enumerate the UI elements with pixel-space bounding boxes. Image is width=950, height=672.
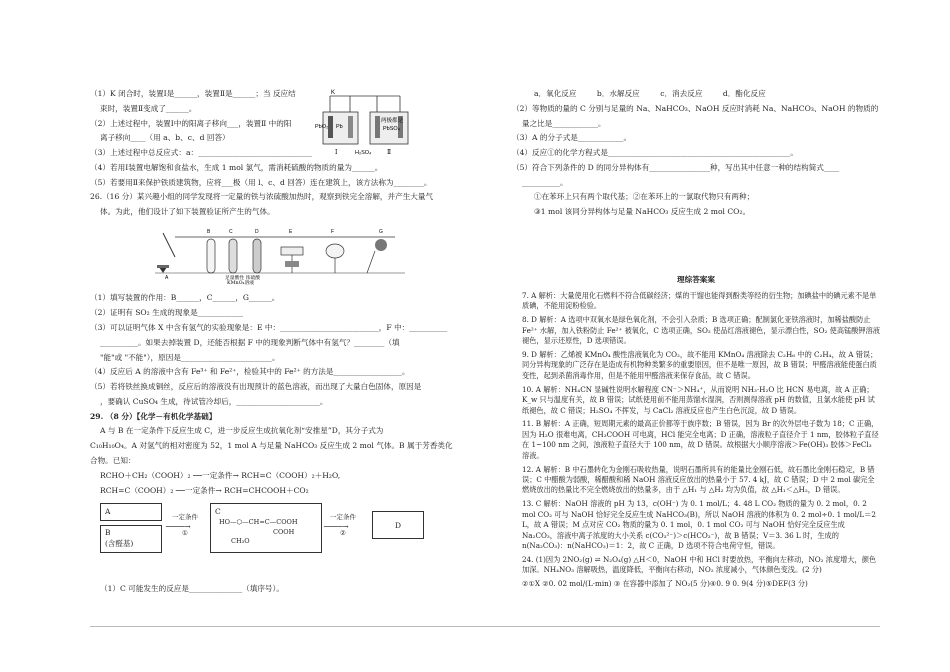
q26-sub-3: （3）可以证明气体 X 中含有氢气的实验现象是：E 中：__________________________，F 中：__________ (90, 322, 448, 332)
box-a-label: A (105, 507, 111, 517)
label-both-electrodes: 两极都是 (381, 118, 404, 124)
q29-line-r6: __________。 (522, 177, 568, 187)
q29-line-r7: ①在苯环上只有两个取代基；②在苯环上的一氯取代物只有两种； (534, 192, 755, 202)
box-a (100, 503, 162, 521)
option-row (512, 88, 880, 99)
q29-line-r1: （2）等物质的量的 C 分别与足量的 Na、NaHCO₃、NaOH 反应时消耗 Na、NaHCO₃、NaOH 的物质的 (512, 103, 879, 113)
q26-sub-1: （1）填写装置的作用：B______，C______，G______。 (90, 293, 280, 303)
box-d-label: D (395, 521, 402, 531)
question-25-block (90, 88, 460, 188)
box-b-sublabel: (含醛基) (105, 539, 134, 549)
q26-sub-7: （5）若将铁丝换成铜丝，反应后的溶液没有出现预计的蓝色溶液，而出现了大量白色固体，原因是 (90, 382, 422, 392)
label-kmno4-bottom: KMnO₄溶液 (227, 281, 255, 286)
box-b-label: B (105, 528, 111, 538)
equation-1: RCHO＋CH₂（COOH）₂ ──一定条件→ RCH=C（COOH）₂＋H₂O, (100, 470, 341, 480)
label-f: F (331, 229, 335, 236)
label-h2so4: H₂SO₄ (355, 150, 372, 156)
q25-line-2: 束时，装置Ⅱ变成了______。 (100, 103, 197, 113)
bottom-divider (90, 626, 880, 627)
arrow-2: ────→ (324, 522, 349, 532)
right-column (512, 88, 880, 593)
label-cell-2: Ⅱ (387, 149, 392, 156)
q26-sub-6: （4）反应后 A 的溶液中含有 Fe³⁺ 和 Fe²⁺，检验其中的 Fe²⁺ 的方法是__________________。 (90, 367, 410, 377)
q29-title: 29. （8 分）【化学－有机化学基础】 (90, 411, 217, 421)
condition-1-number: ① (182, 529, 188, 538)
label-g: G (379, 229, 383, 236)
label-b: B (207, 229, 211, 236)
q26-line-2: 体。为此，他们设计了如下装置验证所产生的气体。 (100, 207, 275, 217)
q25-line-3: （2）上述过程中，装置Ⅰ中的阳离子移向___，装置Ⅱ 中的阳 (90, 118, 292, 128)
answer-9: 9. D 解析：乙烯被 KMnO₄ 酸性溶液氧化为 CO₂，故不能用 KMnO₄ 溶液除去 C₂H₆ 中的 C₂H₄，故 A 错误；同分异构现象的广泛存在是造成有机物种类繁多的重要原因，但不是唯一原因，故 B 错误；甲醛溶液能使蛋白质变性，起到杀菌消毒作用，但是不能用甲醛溶液来保存食品，故 C 错误。 (522, 350, 878, 380)
q29-line-r5: （5）符合下列条件的 D 的同分异构体有________________种，写出其中任意一种的结构简式____ (512, 162, 840, 172)
answer-24: 24. (1)因为 2NO₂(g) ⇌ N₂O₄(g) △H＜0，NaOH 中和 HCl 时要放热，平衡向左移动，NO₂ 浓度增大，颜色加深。NH₄NO₃ 溶解吸热，温度降低，平衡向右移动，NO₂ 浓度减小，气体颜色变浅。(2 分) (522, 554, 877, 575)
answer-10: 10. A 解析：NH₄CN 显碱性说明水解程度 CN⁻＞NH₄⁺，从而说明 NH₃·H₂O 比 HCN 易电离，故 A 正确；K_w 只与温度有关，故 B 错误；试纸使用前不能用蒸馏水湿润，否则测得溶液 pH 的数值，且氯水能使 pH 试纸褪色，故 C 错误；H₂SO₄ 不挥发，与 CaCl₂ 溶液反应也产生白色沉淀，故 D 错误。 (522, 384, 875, 415)
q29-line-2: C₁₀H₁₀O₄。A 对氢气的相对密度为 52，1 mol A 与足量 NaHCO₃ 反应生成 2 mol 气体。B 属于芳香类化 (90, 441, 453, 451)
answer-24-part2: ②①X ②0. 02 mol/(L·min) ③ 在容器中添加了 NO₂(5 分)④0. 9 0. 9(4 分)⑤DEF(3 分) (522, 579, 808, 589)
equation-2: RCH=C（COOH）₂ ──一定条件→ RCH=CHCOOH＋CO₂ (100, 485, 309, 495)
label-k: K (331, 90, 336, 96)
q26-sub-4: __________。如果去掉装置 D，还能否根据 F 中的现象判断气体中有氢气？________（填 (100, 337, 400, 347)
label-d: D (255, 229, 259, 236)
label-cell-1: Ⅰ (335, 149, 338, 156)
q25-line-5: （3）上述过程中总反应式：a：______________________________ (90, 148, 312, 158)
left-column (90, 88, 460, 598)
arrow-1: ────→ (166, 522, 191, 532)
q29-sub-1: （1）C 可能发生的反应是______________（填序号）。 (100, 584, 284, 594)
answer-13: 13. C 解析：NaOH 溶液的 pH 为 13，c(OH⁻) 为 0. 1 mol/L；4. 48 L CO₂ 物质的量为 0. 2 mol，0. 2 mol CO₂ 可与 NaOH 恰好完全反应生成 NaHCO₃(B)，所以 NaOH 溶液的体积为 0. 2 mol÷0. 1 mol/L＝2 L，故 A 错误；M 点对应 CO₂ 物质的量为 0. 1 mol，0. 1 mol CO₂ 可与 NaOH 恰好完全反应生成 Na₂CO₃，溶液中离子浓度的大小关系 c(CO₃²⁻)＞c(HCO₃⁻)，故 B 错误；V＝3. 36 L 时，生成的 n(Na₂CO₃)：n(NaHCO₃)＝1：2，故 C 正确，D 选项不符合电荷守恒，错误。 (522, 499, 876, 550)
condition-2-number: ② (340, 529, 346, 538)
answer-7: 7. A 解析：大量使用化石燃料不符合低碳经济；煤的干馏也能得到酚类等经的衍生物；加碘盐中的碘元素不是单质碘，不能用淀粉检验。 (522, 291, 877, 311)
label-a: A (165, 275, 169, 282)
q29-line-1: A 与 B 在一定条件下反应生成 C，进一步反应生成抗氧化剂“安推星”D，其分子式为 (100, 426, 384, 436)
box-c (210, 503, 322, 553)
q29-line-3: 合物。已知： (90, 456, 136, 466)
box-c-label: C (215, 507, 221, 517)
condition-1: 一定条件 (172, 513, 198, 522)
electrolysis-cell-diagram (315, 88, 415, 160)
q25-line-1: （1）K 闭合时，装置Ⅰ是______，装置Ⅱ是______；当 反应结 (90, 89, 296, 98)
q29-line-r3: （3）A 的分子式是____________。 (512, 133, 632, 143)
q26-sub-2: （2）证明有 SO₂ 生成的现象是____________ (90, 308, 244, 318)
structure-c-bottom: CH₃O (231, 537, 250, 546)
label-e: E (289, 229, 293, 236)
answer-8: 8. D 解析：A 选项中双氧水是绿色氧化剂，不会引入杂质；B 选项正确；配制氯化亚铁溶液时，加稀盐酸防止 Fe²⁺ 水解，加入铁粉防止 Fe²⁺ 被氧化，C 选项正确，SO₂ 使品红溶液褪色，显示漂白性，SO₂ 使高锰酸钾溶液褪色，显示还原性，D 选项错误。 (522, 315, 880, 346)
answers-list (512, 291, 880, 590)
label-c: C (229, 229, 233, 236)
label-pbo2: PbO₂ (315, 124, 329, 130)
box-d (372, 511, 424, 539)
condition-2: 一定条件 (330, 513, 356, 522)
q29-line-r4: （4）反应①的化学方程式是________________________________________________。 (512, 148, 798, 158)
q29-line-r2: 量之比是____________。 (522, 118, 606, 128)
q29-line-r8: ③1 mol 该同分异构体与足量 NaHCO₃ 反应生成 2 mol CO₂。 (534, 207, 751, 217)
option-d: d．酯化反应 (722, 89, 766, 98)
q26-sub-8: ，要确认 CuSO₄ 生成，待试管冷却后，______________________。 (100, 396, 328, 406)
q26-sub-5: "能"或 "不能"），原因是________________________。 (100, 352, 280, 362)
label-kmno4-top: 足量酸性 浓硫酸 (225, 276, 261, 282)
option-a: a．氧化反应 (534, 89, 577, 98)
answer-12: 12. A 解析：B 中石墨转化为金刚石吸收热量，说明石墨所具有的能量比金刚石低，故石墨比金刚石稳定，B 错误；C 中醋酸为弱酸，稀醋酸和稀 NaOH 溶液反应放出的热量小于 57. 4 kJ，故 C 错误；D 中 2 mol 碳完全燃烧放出的热量比不完全燃烧放出的热量多，由于 △H₁ 与 △H₂ 均为负值，故 △H₁＜△H₂，D 错误。 (522, 464, 875, 495)
answers-title: 理综答案案 (677, 274, 715, 284)
box-b (100, 525, 162, 553)
q25-line-4: 离子移向____（用 a、b、c、d 回答） (100, 133, 230, 143)
label-pb: Pb (336, 124, 343, 130)
reaction-flowchart (90, 499, 460, 579)
answer-11: 11. B 解析：A 正确，短周期元素的最高正价都等于族序数；B 错误，因为 Br 的次外层电子数为 18；C 正确，因为 H₂O 很难电离，CH₃COOH 可电离，HCl 能完全电离；D 正确，溶液粒子直径介于 1 nm，胶体粒子直径在 1~100 nm 之间，浊液粒子直径大于 100 nm，故 D 错误。故根据大小顺序溶液＞Fe(OH)₃ 胶体＞FeCl₃ 溶液。 (522, 419, 879, 460)
q25-line-6: （4）若用Ⅰ装置电解饱和食盐水，生成 1 mol 氯气，需消耗硫酸的物质的量为______。 (90, 162, 383, 172)
option-b: b．水解反应 (596, 89, 640, 98)
q25-line-7: （5）若要用Ⅱ来保护铁质建筑物，应将___极（用 l、c、d 回答）连在建筑上，该方法称为________。 (90, 177, 432, 187)
gas-apparatus-diagram (155, 223, 405, 285)
structure-c-mid: COOH (273, 528, 295, 537)
label-pbso4: PbSO₄ (383, 126, 400, 132)
option-c: c．消去反应 (660, 89, 703, 98)
structure-c-top: HO—⬡—CH=C—COOH (219, 518, 298, 527)
q26-line-1: 26.（16 分）某兴趣小组的同学发现将一定量的铁与浓硫酸加热时，观察到铁完全溶解，并产生大量气 (90, 192, 434, 202)
